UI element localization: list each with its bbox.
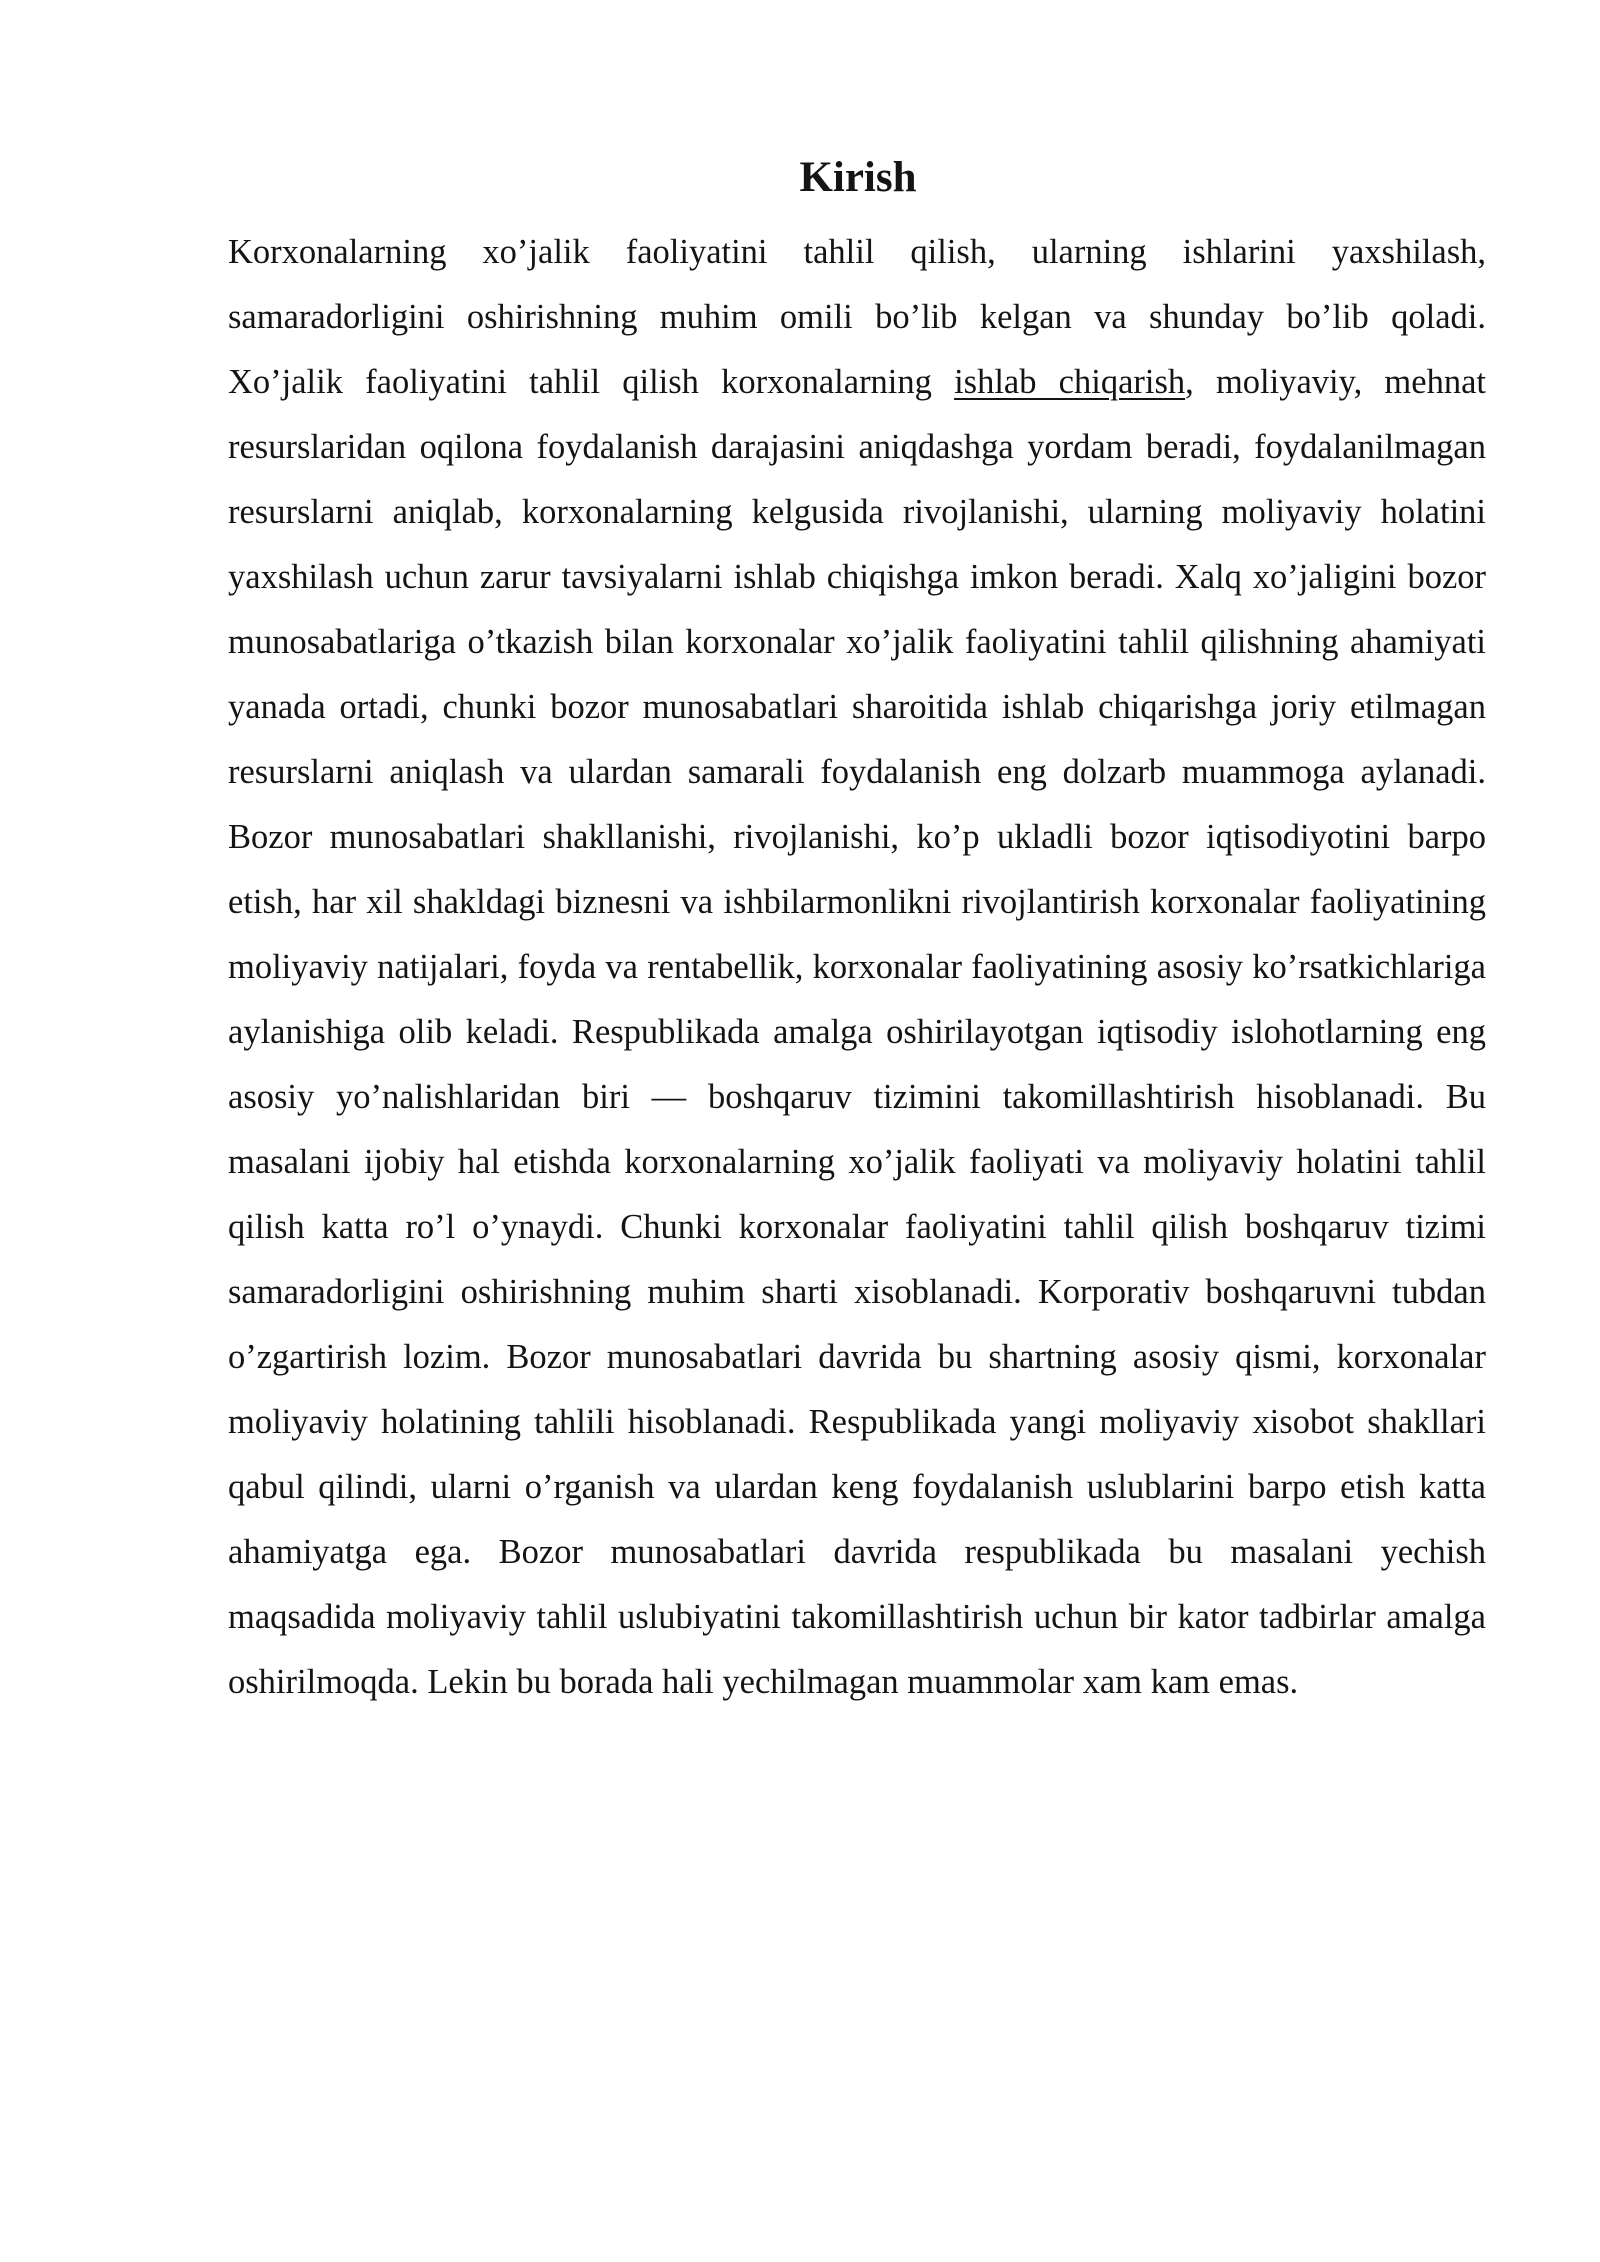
ishlab-chiqarish-link[interactable]: ishlab chiqarish — [954, 363, 1186, 401]
paragraph-text-before-link: Korxonalarning xo’jalik faoliyatini tahlil qilish, ularning ishlarini yaxshilash, samaradorligini oshirishning muhim omili bo’lib kelgan va shunday bo’lib qoladi. Xo’jalik faoliyatini tahlil qilish korxonalarning — [228, 233, 1486, 401]
paragraph-text-after-link: , moliyaviy, mehnat resurslaridan oqilona foydalanish darajasini aniqdashga yordam beradi, foydalanilmagan resurslarni aniqlab, korxonalarning kelgusida rivojlanishi, ularning moliyaviy holatini yaxshilash uchun zarur tavsiyalarni ishlab chiqishga imkon beradi. Xalq xo’jaligini bozor munosabatlariga o’tkazish bilan korxonalar xo’jalik faoliyatini tahlil qilishning ahamiyati yanada ortadi, chunki bozor munosabatlari sharoitida ishlab chiqarishga joriy etilmagan resurslarni aniqlash va ulardan samarali foydalanish eng dolzarb muammoga aylanadi. Bozor munosabatlari shakllanishi, rivojlanishi, ko’p ukladli bozor iqtisodiyotini barpo etish, har xil shakldagi biznesni va ishbilarmonlikni rivojlantirish korxonalar faoliyatining moliyaviy natijalari, foyda va rentabellik, korxonalar faoliyatining asosiy ko’rsatkichlariga aylanishiga olib keladi. Respublikada amalga oshirilayotgan iqtisodiy islohotlarning eng asosiy yo’nalishlaridan biri — boshqaruv tizimini takomillashtirish hisoblanadi. Bu masalani ijobiy hal etishda korxonalarning xo’jalik faoliyati va moliyaviy holatini tahlil qilish katta ro’l o’ynaydi. Chunki korxonalar faoliyatini tahlil qilish boshqaruv tizimi samaradorligini oshirishning muhim sharti xisoblanadi. Korporativ boshqaruvni tubdan o’zgartirish lozim. Bozor munosabatlari davrida bu shartning asosiy qismi, korxonalar moliyaviy holatining tahlili hisoblanadi. Respublikada yangi moliyaviy xisobot shakllari qabul qilindi, ularni o’rganish va ulardan keng foydalanish uslublarini barpo etish katta ahamiyatga ega. Bozor munosabatlari davrida respublikada bu masalani yechish maqsadida moliyaviy tahlil uslubiyatini takomillashtirish uchun bir kator tadbirlar amalga oshirilmoqda. Lekin bu borada hali yechilmagan muammolar xam kam emas. — [228, 363, 1486, 1701]
body-paragraph — [228, 220, 1486, 1715]
document-title: Kirish — [799, 154, 917, 201]
